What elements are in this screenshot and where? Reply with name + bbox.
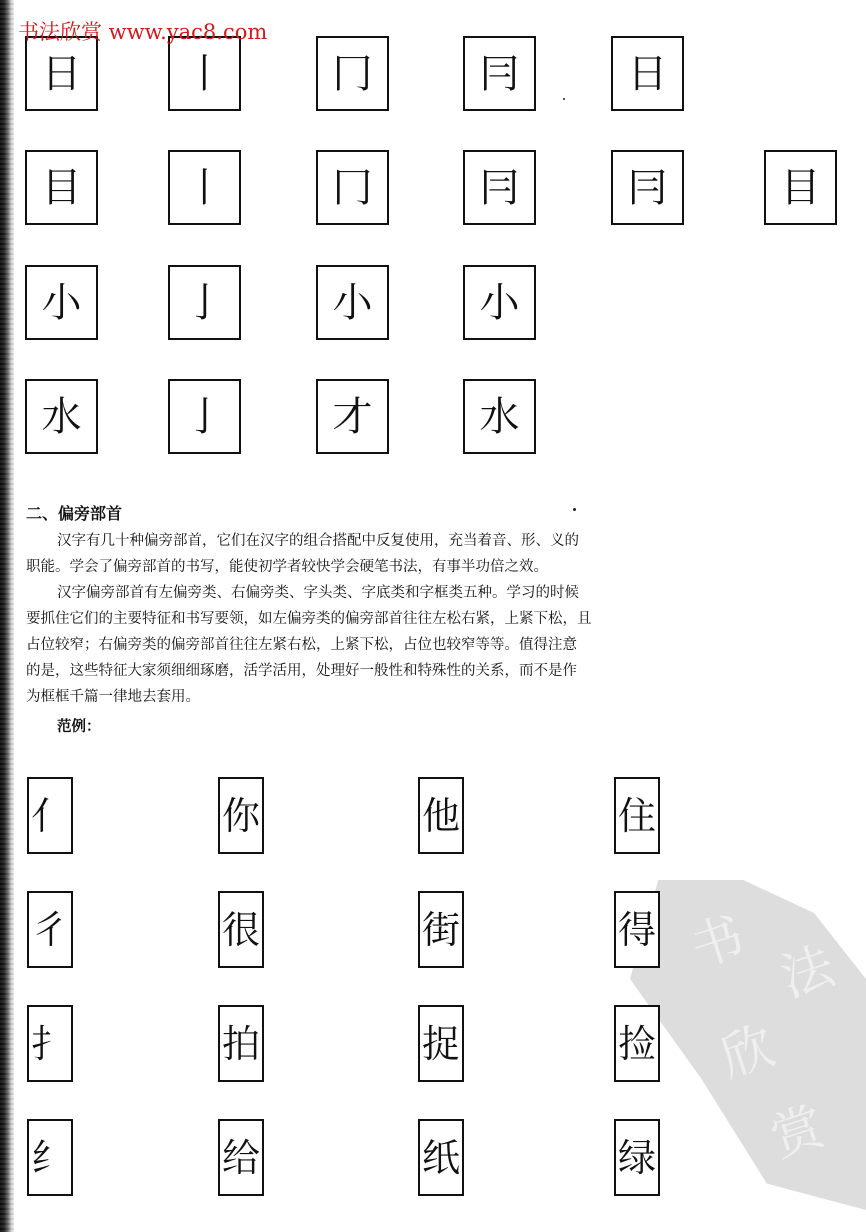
example-character: 给 bbox=[221, 1135, 260, 1180]
character: 水 bbox=[479, 393, 520, 440]
character: 目 bbox=[780, 164, 821, 211]
radical-box bbox=[27, 777, 73, 854]
example-character: 捡 bbox=[617, 1021, 656, 1066]
stroke-box bbox=[316, 265, 389, 340]
seal-stamp-char: 书 bbox=[683, 906, 752, 980]
character: 冃 bbox=[479, 50, 520, 97]
stroke-box bbox=[25, 36, 98, 111]
example-char-box bbox=[418, 1005, 464, 1082]
character: 冂 bbox=[332, 164, 373, 211]
seal-stamp-char: 欣 bbox=[713, 1016, 782, 1090]
example-label: 范例： bbox=[57, 719, 101, 735]
stroke-box bbox=[463, 265, 536, 340]
example-char-box bbox=[218, 777, 264, 854]
stroke-box bbox=[316, 150, 389, 225]
character: 水 bbox=[41, 393, 82, 440]
character: 亅 bbox=[184, 393, 225, 440]
stroke-box bbox=[463, 36, 536, 111]
paragraph-types bbox=[26, 580, 690, 710]
paragraph-line: 职能。学会了偏旁部首的书写，能使初学者较快学会硬笔书法，有事半功倍之效。 bbox=[26, 559, 548, 575]
example-char-box bbox=[614, 777, 660, 854]
example-character: 很 bbox=[221, 907, 260, 952]
example-character: 他 bbox=[421, 793, 460, 838]
character: 日 bbox=[627, 50, 668, 97]
character: 丨 bbox=[184, 164, 225, 211]
example-char-box bbox=[218, 891, 264, 968]
radical: 纟 bbox=[30, 1135, 69, 1180]
stroke-box bbox=[764, 150, 837, 225]
example-char-box bbox=[614, 891, 660, 968]
stroke-box bbox=[463, 379, 536, 454]
character: 冃 bbox=[479, 164, 520, 211]
example-char-box bbox=[418, 1119, 464, 1196]
paragraph-line: 汉字有几十种偏旁部首，它们在汉字的组合搭配中反复使用，充当着音、形、义的 bbox=[57, 533, 579, 549]
example-character: 你 bbox=[221, 793, 260, 838]
radical: 扌 bbox=[30, 1021, 69, 1066]
character: 冃 bbox=[627, 164, 668, 211]
example-char-box bbox=[418, 891, 464, 968]
character: 冂 bbox=[332, 50, 373, 97]
paragraph-line: 要抓住它们的主要特征和书写要领，如左偏旁类的偏旁部首往往左松右紧，上紧下松，且 bbox=[26, 611, 592, 627]
character: 亅 bbox=[184, 279, 225, 326]
radical-box bbox=[27, 891, 73, 968]
example-character: 拍 bbox=[221, 1021, 260, 1066]
example-character: 捉 bbox=[421, 1021, 460, 1066]
scan-edge-shadow bbox=[0, 0, 14, 1232]
stroke-box bbox=[168, 265, 241, 340]
watermark-url: 书法欣赏 www.yac8.com bbox=[18, 20, 268, 44]
scan-speck bbox=[573, 508, 576, 511]
stroke-box bbox=[168, 150, 241, 225]
stroke-box bbox=[611, 150, 684, 225]
stroke-box bbox=[463, 150, 536, 225]
section-heading: 二、偏旁部首 bbox=[26, 504, 123, 523]
character: 日 bbox=[41, 50, 82, 97]
seal-stamp-char: 法 bbox=[773, 936, 842, 1010]
stroke-box bbox=[25, 150, 98, 225]
paragraph-line: 为框框千篇一律地去套用。 bbox=[26, 689, 200, 705]
stroke-box bbox=[316, 379, 389, 454]
character: 才 bbox=[332, 393, 373, 440]
character: 小 bbox=[332, 279, 373, 326]
radical: 彳 bbox=[30, 907, 69, 952]
stroke-box bbox=[611, 36, 684, 111]
stroke-box bbox=[168, 36, 241, 111]
radical-box bbox=[27, 1119, 73, 1196]
radical-box bbox=[27, 1005, 73, 1082]
example-char-box bbox=[218, 1005, 264, 1082]
stroke-box bbox=[25, 379, 98, 454]
stroke-box bbox=[25, 265, 98, 340]
example-char-box bbox=[614, 1119, 660, 1196]
character: 目 bbox=[41, 164, 82, 211]
seal-stamp-char: 赏 bbox=[763, 1096, 832, 1170]
example-char-box bbox=[418, 777, 464, 854]
example-character: 得 bbox=[617, 907, 656, 952]
stroke-box bbox=[168, 379, 241, 454]
scan-speck bbox=[563, 98, 565, 100]
radical: 亻 bbox=[30, 793, 69, 838]
example-char-box bbox=[218, 1119, 264, 1196]
character: 小 bbox=[41, 279, 82, 326]
paragraph-line: 占位较窄；右偏旁类的偏旁部首往往左紧右松，上紧下松，占位也较窄等等。值得注意 bbox=[26, 637, 577, 653]
example-character: 街 bbox=[421, 907, 460, 952]
example-character: 纸 bbox=[421, 1135, 460, 1180]
paragraph-intro bbox=[26, 528, 690, 580]
example-char-box bbox=[614, 1005, 660, 1082]
paragraph-line: 汉字偏旁部首有左偏旁类、右偏旁类、字头类、字底类和字框类五种。学习的时候 bbox=[57, 585, 579, 601]
character: 小 bbox=[479, 279, 520, 326]
paragraph-line: 的是，这些特征大家须细细琢磨，活学活用，处理好一般性和特殊性的关系，而不是作 bbox=[26, 663, 577, 679]
character: 丨 bbox=[184, 50, 225, 97]
stroke-box bbox=[316, 36, 389, 111]
example-character: 住 bbox=[617, 793, 656, 838]
example-character: 绿 bbox=[617, 1135, 656, 1180]
